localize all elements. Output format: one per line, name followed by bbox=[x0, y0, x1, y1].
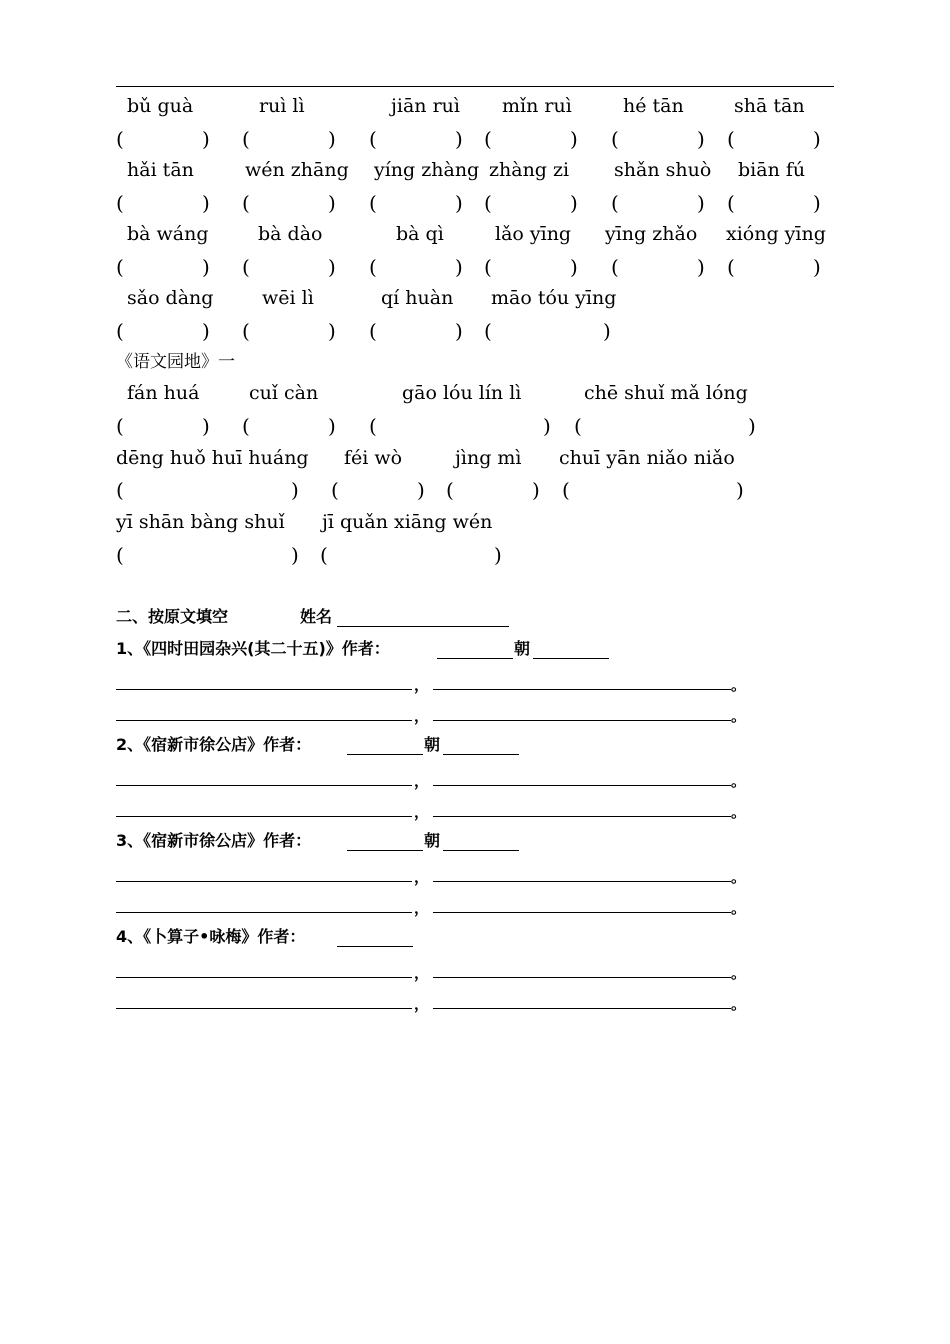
comma: ， bbox=[414, 868, 430, 886]
close-paren: ) bbox=[813, 127, 821, 151]
comma: ， bbox=[414, 964, 430, 982]
pinyin-word: sǎo dàng bbox=[127, 287, 214, 309]
dynasty-field[interactable] bbox=[533, 658, 609, 659]
close-paren: ) bbox=[455, 191, 463, 215]
close-paren: ) bbox=[570, 191, 578, 215]
fill-item-4 bbox=[0, 925, 950, 953]
open-paren: ( bbox=[116, 543, 124, 567]
pinyin-row-1 bbox=[0, 94, 950, 122]
author-field[interactable] bbox=[347, 754, 423, 755]
close-paren: ) bbox=[570, 255, 578, 279]
comma: ， bbox=[414, 676, 430, 694]
verse-line-blank[interactable] bbox=[433, 785, 731, 786]
pinyin-word: māo tóu yīng bbox=[491, 287, 617, 309]
name-label: 姓名 bbox=[300, 607, 333, 626]
comma: ， bbox=[414, 995, 430, 1013]
pinyin-word: cuǐ càn bbox=[249, 382, 319, 404]
pinyin-word: zhàng zi bbox=[489, 159, 570, 181]
pinyin-word: chuī yān niǎo niǎo bbox=[559, 447, 735, 469]
pinyin-word: bà dào bbox=[258, 223, 323, 245]
open-paren: ( bbox=[574, 414, 582, 438]
close-paren: ) bbox=[813, 255, 821, 279]
garden-pinyin-row-2 bbox=[0, 446, 950, 474]
close-paren: ) bbox=[455, 319, 463, 343]
verse-line-blank[interactable] bbox=[433, 881, 731, 882]
pinyin-row-3 bbox=[0, 222, 950, 250]
verse-line-blank[interactable] bbox=[116, 816, 412, 817]
pinyin-word: biān fú bbox=[738, 159, 806, 181]
close-paren: ) bbox=[697, 127, 705, 151]
close-paren: ) bbox=[328, 414, 336, 438]
open-paren: ( bbox=[484, 255, 492, 279]
open-paren: ( bbox=[562, 478, 570, 502]
comma: ， bbox=[414, 707, 430, 725]
open-paren: ( bbox=[242, 127, 250, 151]
pinyin-word: chē shuǐ mǎ lóng bbox=[584, 382, 748, 404]
close-paren: ) bbox=[202, 414, 210, 438]
close-paren: ) bbox=[202, 191, 210, 215]
open-paren: ( bbox=[369, 414, 377, 438]
open-paren: ( bbox=[727, 127, 735, 151]
close-paren: ) bbox=[202, 255, 210, 279]
author-field[interactable] bbox=[437, 658, 513, 659]
open-paren: ( bbox=[320, 543, 328, 567]
period: 。 bbox=[731, 707, 747, 725]
item-label: 4、《卜算子•咏梅》作者： bbox=[116, 927, 306, 946]
pinyin-word: ruì lì bbox=[259, 95, 305, 117]
open-paren: ( bbox=[484, 127, 492, 151]
pinyin-word: jī quǎn xiāng wén bbox=[322, 511, 493, 533]
pinyin-word: dēng huǒ huī huáng bbox=[116, 447, 309, 469]
verse-line-blank[interactable] bbox=[116, 720, 412, 721]
period: 。 bbox=[731, 772, 747, 790]
close-paren: ) bbox=[748, 414, 756, 438]
answer-row-4 bbox=[0, 319, 950, 347]
open-paren: ( bbox=[484, 191, 492, 215]
period: 。 bbox=[731, 868, 747, 886]
close-paren: ) bbox=[417, 478, 425, 502]
close-paren: ) bbox=[328, 319, 336, 343]
open-paren: ( bbox=[116, 255, 124, 279]
open-paren: ( bbox=[727, 255, 735, 279]
pinyin-word: féi wò bbox=[344, 447, 403, 469]
close-paren: ) bbox=[328, 127, 336, 151]
garden-answer-row-3 bbox=[0, 543, 950, 571]
period: 。 bbox=[731, 964, 747, 982]
verse-line-blank[interactable] bbox=[433, 689, 731, 690]
pinyin-word: hǎi tān bbox=[127, 159, 194, 181]
pinyin-word: xióng yīng bbox=[726, 223, 826, 245]
answer-row-1 bbox=[0, 127, 950, 155]
dynasty-field[interactable] bbox=[443, 754, 519, 755]
fill-item-1 bbox=[0, 637, 950, 665]
answer-row-3 bbox=[0, 255, 950, 283]
close-paren: ) bbox=[543, 414, 551, 438]
period: 。 bbox=[731, 803, 747, 821]
name-field[interactable] bbox=[337, 626, 509, 627]
close-paren: ) bbox=[532, 478, 540, 502]
dynasty-label: 朝 bbox=[424, 735, 441, 754]
pinyin-word: bà wáng bbox=[127, 223, 209, 245]
open-paren: ( bbox=[242, 414, 250, 438]
close-paren: ) bbox=[291, 478, 299, 502]
open-paren: ( bbox=[116, 127, 124, 151]
pinyin-word: shā tān bbox=[734, 95, 805, 117]
open-paren: ( bbox=[369, 127, 377, 151]
open-paren: ( bbox=[331, 478, 339, 502]
verse-line-blank[interactable] bbox=[433, 720, 731, 721]
open-paren: ( bbox=[116, 319, 124, 343]
verse-line-blank[interactable] bbox=[433, 912, 731, 913]
close-paren: ) bbox=[697, 191, 705, 215]
dynasty-label: 朝 bbox=[514, 639, 531, 658]
verse-line-blank[interactable] bbox=[116, 689, 412, 690]
dynasty-label: 朝 bbox=[424, 831, 441, 850]
verse-line-blank[interactable] bbox=[433, 977, 731, 978]
open-paren: ( bbox=[116, 191, 124, 215]
author-field[interactable] bbox=[337, 946, 413, 947]
period: 。 bbox=[731, 995, 747, 1013]
close-paren: ) bbox=[455, 127, 463, 151]
verse-line-blank[interactable] bbox=[116, 912, 412, 913]
open-paren: ( bbox=[484, 319, 492, 343]
open-paren: ( bbox=[369, 319, 377, 343]
close-paren: ) bbox=[202, 127, 210, 151]
open-paren: ( bbox=[611, 127, 619, 151]
pinyin-word: bǔ guà bbox=[127, 95, 194, 117]
garden-pinyin-row-1 bbox=[0, 381, 950, 409]
pinyin-word: qí huàn bbox=[381, 287, 454, 309]
top-rule bbox=[116, 86, 834, 87]
dynasty-field[interactable] bbox=[443, 850, 519, 851]
item-label: 2、《宿新市徐公店》作者： bbox=[116, 735, 312, 754]
pinyin-word: hé tān bbox=[623, 95, 684, 117]
open-paren: ( bbox=[116, 478, 124, 502]
pinyin-word: jìng mì bbox=[455, 447, 522, 469]
garden-answer-row-1 bbox=[0, 414, 950, 442]
open-paren: ( bbox=[242, 191, 250, 215]
close-paren: ) bbox=[455, 255, 463, 279]
pinyin-word: yíng zhàng bbox=[374, 159, 480, 181]
close-paren: ) bbox=[202, 319, 210, 343]
verse-line-blank[interactable] bbox=[116, 977, 412, 978]
open-paren: ( bbox=[369, 255, 377, 279]
item-label: 3、《宿新市徐公店》作者： bbox=[116, 831, 312, 850]
comma: ， bbox=[414, 772, 430, 790]
comma: ， bbox=[414, 803, 430, 821]
fill-section-title: 二、按原文填空 bbox=[116, 607, 229, 626]
close-paren: ) bbox=[603, 319, 611, 343]
verse-line-blank[interactable] bbox=[116, 881, 412, 882]
close-paren: ) bbox=[697, 255, 705, 279]
verse-line-blank[interactable] bbox=[116, 1008, 412, 1009]
open-paren: ( bbox=[116, 414, 124, 438]
close-paren: ) bbox=[328, 191, 336, 215]
fill-section-header bbox=[0, 605, 950, 633]
open-paren: ( bbox=[611, 191, 619, 215]
pinyin-word: mǐn ruì bbox=[502, 95, 572, 117]
comma: ， bbox=[414, 899, 430, 917]
pinyin-word: wén zhāng bbox=[245, 159, 349, 181]
fill-item-3 bbox=[0, 829, 950, 857]
pinyin-word: fán huá bbox=[127, 382, 200, 404]
author-field[interactable] bbox=[347, 850, 423, 851]
close-paren: ) bbox=[328, 255, 336, 279]
verse-line-blank[interactable] bbox=[433, 1008, 731, 1009]
pinyin-word: yī shān bàng shuǐ bbox=[116, 511, 285, 533]
fill-item-2 bbox=[0, 733, 950, 761]
period: 。 bbox=[731, 676, 747, 694]
close-paren: ) bbox=[570, 127, 578, 151]
verse-line-blank[interactable] bbox=[116, 785, 412, 786]
close-paren: ) bbox=[813, 191, 821, 215]
pinyin-word: wēi lì bbox=[262, 287, 314, 309]
pinyin-word: lǎo yīng bbox=[495, 223, 572, 245]
open-paren: ( bbox=[446, 478, 454, 502]
close-paren: ) bbox=[291, 543, 299, 567]
verse-line-blank[interactable] bbox=[433, 816, 731, 817]
garden-answer-row-2 bbox=[0, 478, 950, 506]
pinyin-word: shǎn shuò bbox=[614, 159, 712, 181]
pinyin-row-2 bbox=[0, 158, 950, 186]
open-paren: ( bbox=[242, 255, 250, 279]
period: 。 bbox=[731, 899, 747, 917]
answer-row-2 bbox=[0, 191, 950, 219]
garden-pinyin-row-3 bbox=[0, 510, 950, 538]
garden-section-title: 《语文园地》一 bbox=[116, 352, 235, 372]
close-paren: ) bbox=[494, 543, 502, 567]
open-paren: ( bbox=[727, 191, 735, 215]
open-paren: ( bbox=[242, 319, 250, 343]
pinyin-word: yīng zhǎo bbox=[605, 223, 698, 245]
pinyin-row-4 bbox=[0, 286, 950, 314]
open-paren: ( bbox=[611, 255, 619, 279]
pinyin-word: jiān ruì bbox=[391, 95, 460, 117]
open-paren: ( bbox=[369, 191, 377, 215]
close-paren: ) bbox=[736, 478, 744, 502]
item-label: 1、《四时田园杂兴(其二十五)》作者： bbox=[116, 639, 390, 658]
pinyin-word: bà qì bbox=[396, 223, 444, 245]
pinyin-word: gāo lóu lín lì bbox=[402, 382, 522, 404]
